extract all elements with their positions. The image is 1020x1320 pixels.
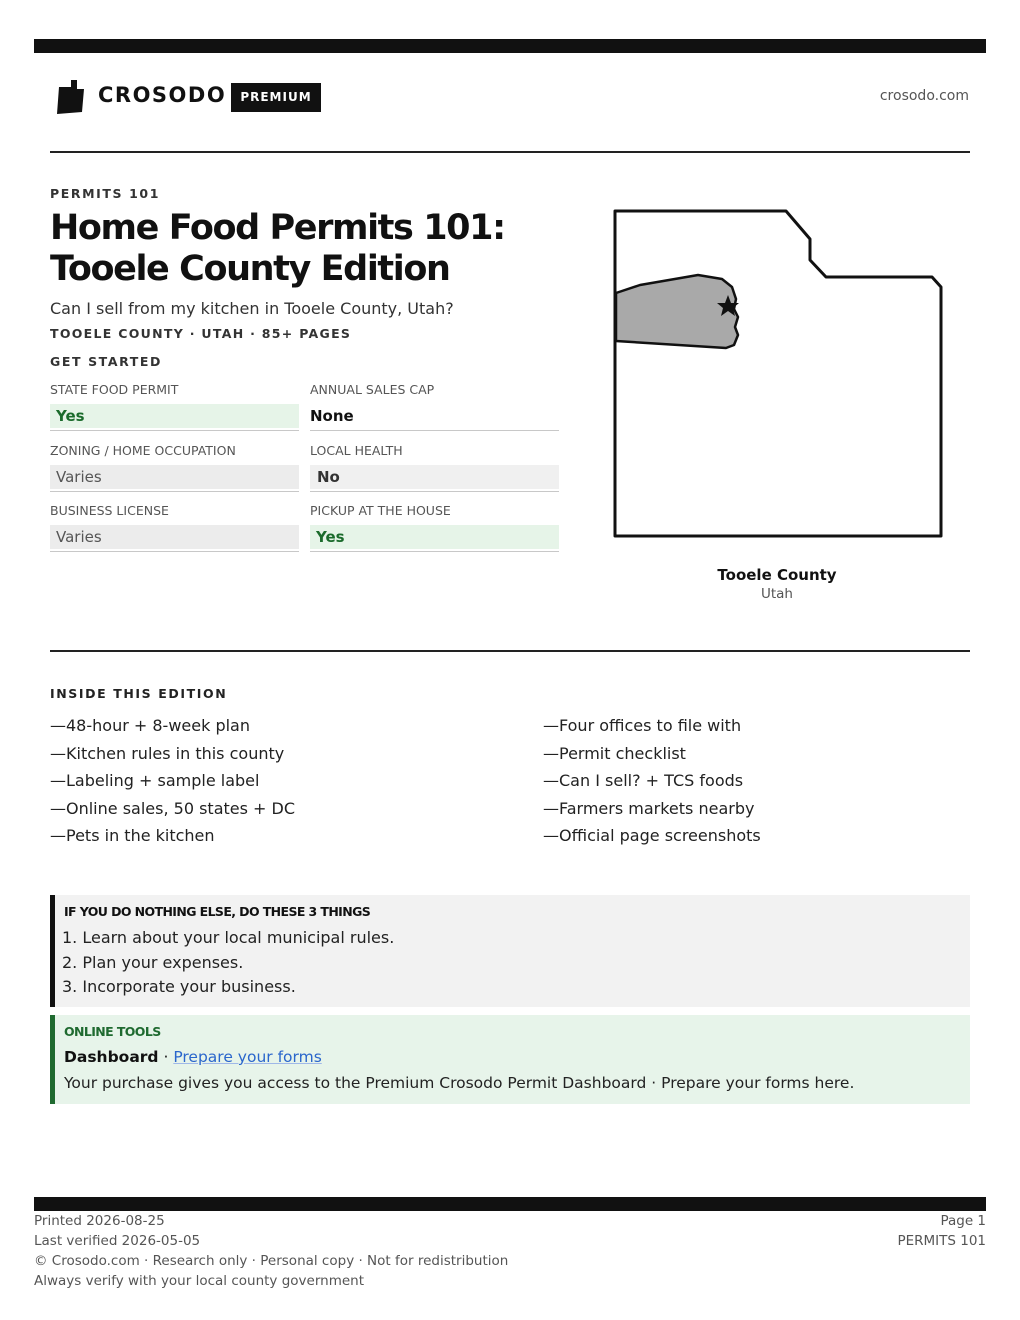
fact-label: BUSINESS LICENSE	[50, 503, 169, 518]
fact-label: STATE FOOD PERMIT	[50, 382, 179, 397]
fact-divider	[310, 551, 559, 552]
fact-value: Yes	[50, 404, 299, 428]
contents-item: —Kitchen rules in this county	[50, 743, 285, 763]
fact-divider	[50, 551, 299, 552]
fact-value: Varies	[50, 465, 299, 489]
verified-date: Last verified 2026-05-05	[34, 1233, 201, 1249]
premium-badge: PREMIUM	[231, 83, 321, 112]
map-caption	[710, 566, 844, 602]
fact-business-license	[50, 503, 299, 552]
county-name: Tooele County	[717, 566, 837, 584]
page-subtitle: Can I sell from my kitchen in Tooele County, Utah?	[50, 299, 454, 318]
page-title: Home Food Permits 101: Tooele County Edition	[50, 208, 505, 289]
three-things-callout	[50, 895, 970, 1007]
utah-state-shape-icon	[57, 80, 85, 114]
site-link[interactable]: crosodo.com	[879, 88, 969, 104]
dashboard-line	[64, 1048, 322, 1066]
callout-accent-bar	[50, 895, 55, 1007]
inside-edition-heading: INSIDE THIS EDITION	[50, 686, 228, 701]
contents-item: —Official page screenshots	[543, 826, 761, 845]
contents-item: —Permit checklist	[543, 743, 686, 763]
callout-accent-bar	[50, 1015, 55, 1104]
fact-annual-sales-cap	[310, 382, 559, 431]
verification-advice: Always verify with your local county government	[34, 1273, 364, 1289]
county-highlight	[616, 275, 738, 348]
fact-label: ANNUAL SALES CAP	[310, 382, 435, 397]
fact-label: LOCAL HEALTH	[310, 443, 403, 458]
fact-state-food-permit	[50, 382, 299, 431]
section-kicker: PERMITS 101	[50, 186, 160, 201]
fact-divider	[50, 491, 299, 492]
contents-item: —48-hour + 8-week plan	[50, 716, 250, 735]
contents-list-right	[543, 712, 963, 850]
contents-list-left	[50, 712, 470, 850]
callout-item: 2. Plan your expenses.	[62, 953, 244, 972]
fact-local-health	[310, 443, 559, 492]
fact-value: Varies	[50, 525, 299, 549]
fact-divider	[310, 430, 559, 431]
contents-item: —Labeling + sample label	[50, 771, 260, 790]
footer-right	[897, 1211, 986, 1251]
callout-item: 1. Learn about your local municipal rules.	[62, 928, 395, 947]
contents-item: —Online sales, 50 states + DC	[50, 798, 296, 818]
fact-zoning-home-occupation	[50, 443, 299, 492]
state-name: Utah	[760, 586, 793, 602]
page-number: Page 1	[940, 1213, 986, 1229]
fact-divider	[50, 430, 299, 431]
callout-item: 3. Incorporate your business.	[62, 977, 296, 996]
footer-section: PERMITS 101	[897, 1233, 986, 1249]
printed-date: Printed 2026-08-25	[34, 1213, 165, 1229]
footer-bar	[34, 1197, 986, 1211]
county-locator-map	[610, 205, 946, 545]
contents-item: —Pets in the kitchen	[50, 826, 215, 845]
section-divider	[50, 650, 970, 652]
callout-title: IF YOU DO NOTHING ELSE, DO THESE 3 THINGS	[64, 904, 371, 919]
fact-value: No	[310, 465, 559, 489]
dashboard-label: Dashboard	[64, 1048, 159, 1066]
edition-meta: TOOELE COUNTY · UTAH · 85+ PAGES	[50, 326, 352, 341]
contents-item: —Can I sell? + TCS foods	[543, 771, 744, 790]
callout-title: ONLINE TOOLS	[64, 1024, 161, 1039]
fact-label: ZONING / HOME OCCUPATION	[50, 443, 236, 458]
get-started-heading: GET STARTED	[50, 354, 163, 369]
fact-label: PICKUP AT THE HOUSE	[310, 503, 451, 518]
prepare-forms-link[interactable]: Prepare your forms	[173, 1048, 322, 1066]
contents-item: —Farmers markets nearby	[543, 798, 755, 818]
footer-left	[34, 1211, 508, 1291]
fact-pickup-at-house	[310, 503, 559, 552]
header-divider	[50, 151, 970, 153]
contents-item: —Four offices to file with	[543, 716, 742, 735]
brand-name[interactable]: CROSODO	[98, 83, 227, 107]
copyright-notice: © Crosodo.com · Research only · Personal copy · Not for redistribution	[34, 1253, 509, 1269]
separator: ·	[158, 1048, 174, 1066]
dashboard-description: Your purchase gives you access to the Premium Crosodo Permit Dashboard · Prepare your forms here.	[64, 1074, 855, 1092]
online-tools-callout	[50, 1015, 970, 1104]
fact-value: Yes	[310, 525, 559, 549]
top-bar	[34, 39, 986, 53]
fact-value: None	[310, 407, 354, 425]
fact-divider	[310, 491, 559, 492]
utah-state-outline	[615, 211, 941, 536]
